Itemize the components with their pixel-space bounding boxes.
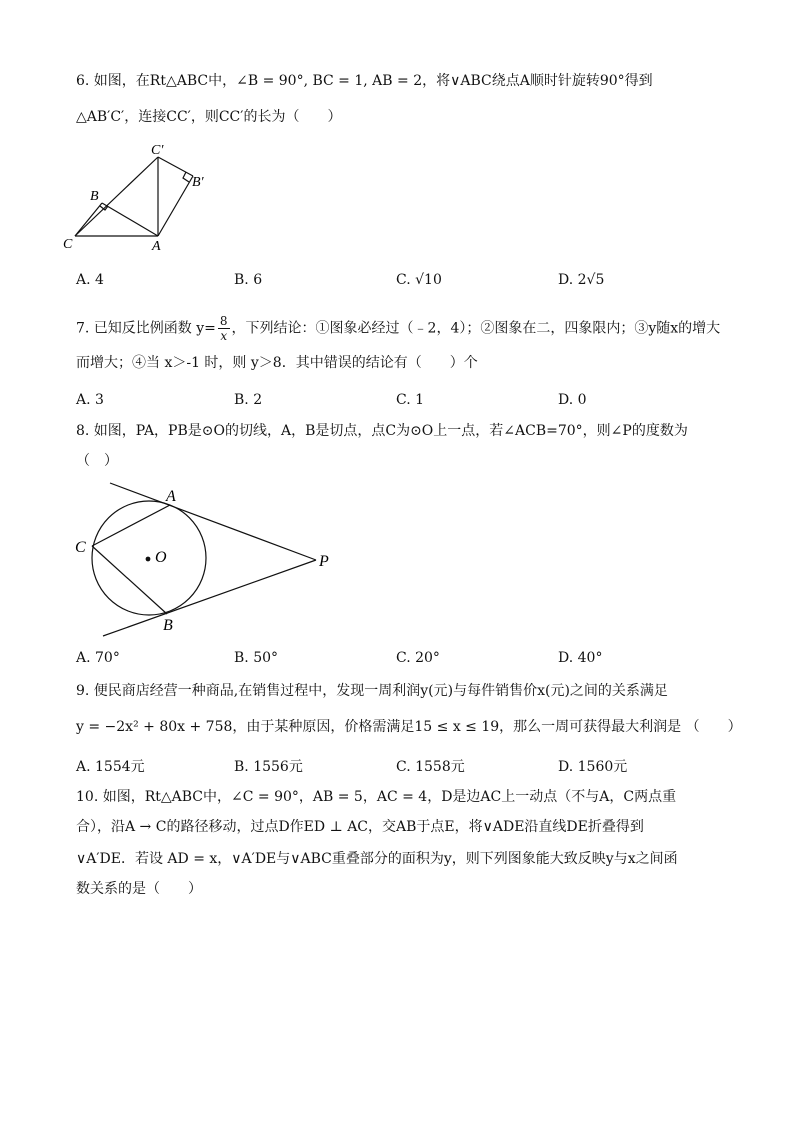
q10-stem-line4: 数关系的是（ ） <box>76 881 202 897</box>
q8-center-dot <box>146 557 151 562</box>
q6-option-b: B. 6 <box>234 272 263 288</box>
q8-option-c: C. 20° <box>396 650 440 666</box>
q6-stem-line2: △AB′C′，连接CC′，则CC′的长为（ ） <box>76 109 342 125</box>
q7-option-c: C. 1 <box>396 392 425 408</box>
q7-option-a: A. 3 <box>76 392 104 408</box>
q7-stem-pre: 7. 已知反比例函数 y= <box>76 320 216 337</box>
q6-label-cprime: C′ <box>151 143 164 158</box>
q7-stem-line1 <box>76 314 720 343</box>
q9-option-c: C. 1558元 <box>396 759 465 775</box>
q6-label-c: C <box>63 237 73 252</box>
q8-label-b: B <box>163 617 173 634</box>
q6-option-d: D. 2√5 <box>558 272 605 288</box>
q10-stem-line3: ∨A′DE．若设 AD = x，∨A′DE与∨ABC重叠部分的面积为y，则下列图象能大致反映y与x之间函 <box>76 851 678 867</box>
q8-figure <box>70 478 345 643</box>
q9-option-d: D. 1560元 <box>558 759 628 775</box>
q6-stem-line1: 6. 如图，在Rt△ABC中，∠B = 90°, BC = 1, AB = 2，将∨ABC绕点A顺时针旋转90°得到 <box>76 73 653 89</box>
q9-stem-line2: y = −2x² + 80x + 758，由于某种原因，价格需满足15 ≤ x ≤ 19，那么一周可获得最大利润是 （ ） <box>76 719 742 735</box>
q8-option-a: A. 70° <box>76 650 120 666</box>
q7-frac-num: 8 <box>219 314 228 328</box>
q7-option-b: B. 2 <box>234 392 263 408</box>
q6-option-a: A. 4 <box>76 272 104 288</box>
q8-label-o: O <box>155 549 167 566</box>
q6-label-a: A <box>152 239 161 254</box>
q8-stem-line2: （ ） <box>76 453 118 469</box>
q10-stem-line2: 合），沿A → C的路径移动，过点D作ED ⊥ AC，交AB于点E，将∨ADE沿直线DE折叠得到 <box>76 819 644 835</box>
q6-option-c: C. √10 <box>396 272 442 288</box>
q8-label-p: P <box>319 553 329 570</box>
q7-fraction <box>218 314 230 343</box>
q6-figure <box>60 140 230 255</box>
q7-stem-post: ，下列结论：①图象必经过（﹣2，4）；②图象在二，四象限内；③y随x的增大 <box>231 320 721 337</box>
q8-option-b: B. 50° <box>234 650 279 666</box>
q7-option-d: D. 0 <box>558 392 587 408</box>
q8-label-a: A <box>166 488 176 505</box>
q9-option-a: A. 1554元 <box>76 759 145 775</box>
q8-label-c: C <box>75 539 86 556</box>
q9-option-b: B. 1556元 <box>234 759 303 775</box>
q8-option-d: D. 40° <box>558 650 603 666</box>
q6-label-b: B <box>90 189 99 204</box>
q8-stem-line1: 8. 如图，PA，PB是⊙O的切线，A，B是切点，点C为⊙O上一点，若∠ACB=70°，则∠P的度数为 <box>76 423 688 439</box>
q10-stem-line1: 10. 如图，Rt△ABC中，∠C = 90°，AB = 5，AC = 4，D是边AC上一动点（不与A，C两点重 <box>76 789 677 805</box>
q7-frac-den: x <box>220 329 228 343</box>
q9-stem-line1: 9. 便民商店经营一种商品,在销售过程中，发现一周利润y(元)与每件销售价x(元)之间的关系满足 <box>76 683 668 699</box>
q7-stem-line2: 而增大；④当 x＞-1 时，则 y＞8．其中错误的结论有（ ）个 <box>76 355 478 371</box>
q6-label-bprime: B′ <box>192 175 204 190</box>
